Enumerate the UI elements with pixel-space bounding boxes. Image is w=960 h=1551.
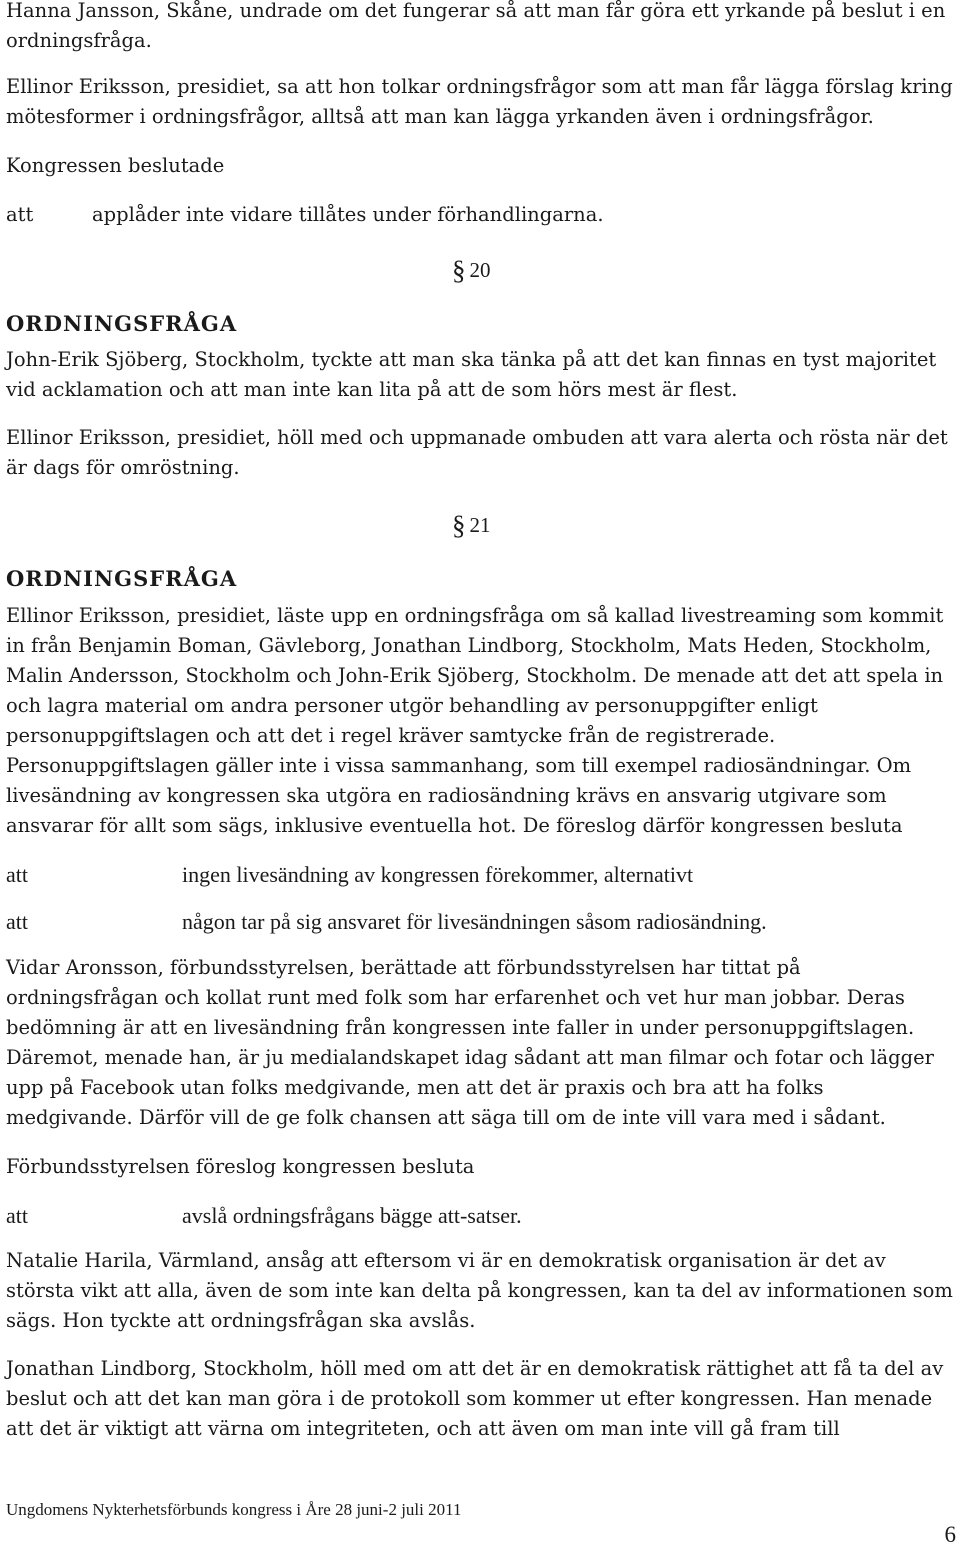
paragraph-text: Natalie Harila, Värmland, ansåg att eftersom vi är en demokratisk organisation är det av största vikt att alla, även de som inte kan delta på kongressen, kan ta del av informationen som sägs. Hon tyckte att ordningsfrågan ska avslås. — [6, 1249, 953, 1332]
att-label: att — [6, 909, 28, 934]
att-clause-text: avslå ordningsfrågans bägge att-satser. — [182, 1203, 522, 1228]
paragraph-text: Kongressen beslutade — [6, 154, 225, 177]
page-footer: Ungdomens Nykterhetsförbunds kongress i Åre 28 juni-2 juli 2011 — [6, 1500, 462, 1519]
paragraph-text: Ellinor Eriksson, presidiet, höll med och uppmanade ombuden att vara alerta och rösta när det är dags för omröstning. — [6, 426, 948, 479]
paragraph-text: Ellinor Eriksson, presidiet, sa att hon tolkar ordningsfrågor som att man får lägga förslag kring mötesformer i ordningsfrågor, alltså att man kan lägga yrkanden även i ordningsfrågor. — [6, 75, 953, 128]
paragraph-text: Förbundsstyrelsen föreslog kongressen besluta — [6, 1155, 475, 1178]
section-number: 20 — [469, 258, 491, 282]
paragraph-text: Vidar Aronsson, förbundsstyrelsen, berättade att förbundsstyrelsen har tittat på ordningsfrågan och kollat runt med folk som har erfarenhet och vet hur man jobbar. Deras bedömning är att en livesändning från kongressen inte faller in under personuppgiftslagen. Däremot, menade han, är ju medialandskapet idag sådant att man filmar och fotar och lägger upp på Facebook utan folks medgivande, men att det är praxis och bra att ha folks medgivande. Därför vill de ge folk chansen att säga till om de inte vill vara med i sådant. — [6, 956, 934, 1129]
paragraph-text: Jonathan Lindborg, Stockholm, höll med om att det är en demokratisk rättighet att få ta del av beslut och att det kan man göra i de protokoll som kommer ut efter kongressen. Han menade att det är viktigt att värna om integriteten, och att även om man inte vill gå fram till — [6, 1357, 944, 1440]
att-label: att — [6, 1203, 28, 1228]
paragraph-text: Ellinor Eriksson, presidiet, läste upp en ordningsfråga om så kallad livestreaming som kommit in från Benjamin Boman, Gävleborg, Jonathan Lindborg, Stockholm, Mats Heden, Stockholm, Malin Andersson, Stockholm och John-Erik Sjöberg, Stockholm. De menade att det att spela in och lagra material om andra personer utgör behandling av personuppgifter enligt personuppgiftslagen och att det i regel kräver samtycke från de registrerade. Personuppgiftslagen gäller inte i vissa sammanhang, som till exempel radiosändningar. Om livesändning av kongressen ska utgöra en radiosändning krävs en ansvarig utgivare som ansvarar för allt som sägs, inklusive eventuella hot. De föreslog därför kongressen besluta — [6, 604, 944, 837]
page-number: 6 — [944, 1522, 956, 1547]
section-number-21 — [452, 512, 491, 538]
paragraph-forbundsstyrelsen — [6, 1152, 956, 1182]
paragraph-natalie — [6, 1246, 956, 1336]
paragraph-hanna — [6, 0, 956, 56]
att-label: att — [6, 203, 34, 226]
paragraph-text: John-Erik Sjöberg, Stockholm, tyckte att man ska tänka på att det kan finnas en tyst majoritet vid acklamation och att man inte kan lita på att de som hörs mest är flest. — [6, 348, 937, 401]
paragraph-ellinor-1 — [6, 72, 956, 132]
paragraph-jonathan — [6, 1354, 956, 1444]
section-number-20 — [452, 257, 491, 283]
att-clause-text: någon tar på sig ansvaret för livesändningen såsom radiosändning. — [182, 909, 767, 934]
section-number: 21 — [469, 513, 491, 537]
paragraph-vidar — [6, 953, 956, 1133]
paragraph-ellinor-2 — [6, 423, 956, 483]
section-heading-21: ORDNINGSFRÅGA — [6, 566, 238, 591]
paragraph-ellinor-3 — [6, 601, 956, 841]
section-mark: § — [452, 255, 466, 285]
section-heading-20: ORDNINGSFRÅGA — [6, 311, 238, 336]
att-clause-text: ingen livesändning av kongressen förekommer, alternativt — [182, 862, 694, 887]
section-mark: § — [452, 510, 466, 540]
att-clause-text: applåder inte vidare tillåtes under förhandlingarna. — [92, 203, 604, 226]
paragraph-kongressen-beslutade — [6, 151, 956, 181]
document-page — [6, 0, 956, 1551]
paragraph-john-erik — [6, 345, 956, 405]
paragraph-text: Hanna Jansson, Skåne, undrade om det fungerar så att man får göra ett yrkande på beslut i en ordningsfråga. — [6, 0, 946, 52]
att-label: att — [6, 862, 28, 887]
